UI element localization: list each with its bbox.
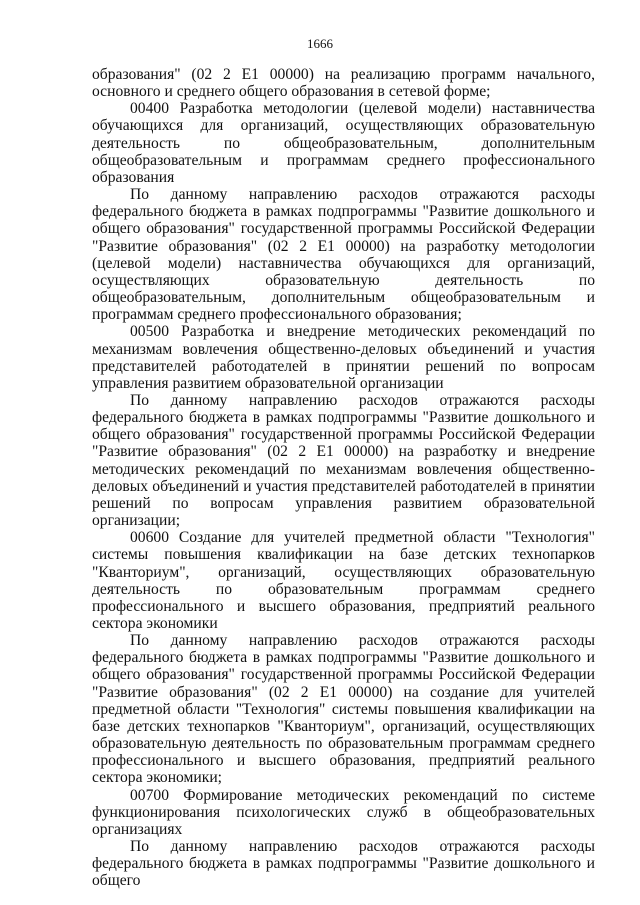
paragraph: По данному направлению расходов отражаются расходы федерального бюджета в рамках подпрограммы "Развитие дошкольного и общего образования" государственной программы Российской Федерации "Развитие образования" (02 2 E1 00000) на разработку и внедрение методических рекомендаций по механизмам вовлечения общественно-деловых объединений и участия представителей работодателей в принятии решений по вопросам управления развитием образовательной организации; xyxy=(92,391,595,530)
paragraph: 00500 Разработка и внедрение методических рекомендаций по механизмам вовлечения общественно-деловых объединений и участия представителей работодателей в принятии решений по вопросам управления развитием образовательной организации xyxy=(92,323,595,392)
paragraph: По данному направлению расходов отражаются расходы федерального бюджета в рамках подпрограммы "Развитие дошкольного и общего xyxy=(92,838,595,890)
document-body xyxy=(92,66,595,890)
paragraph: 00400 Разработка методологии (целевой модели) наставничества обучающихся для организаций, осуществляющих образовательную деятельность по общеобразовательным, дополнительным общеобразовательным и программам среднего профессионального образования xyxy=(92,100,595,186)
paragraph: образования" (02 2 E1 00000) на реализацию программ начального, основного и среднего общего образования в сетевой форме; xyxy=(92,66,595,101)
paragraph: По данному направлению расходов отражаются расходы федерального бюджета в рамках подпрограммы "Развитие дошкольного и общего образования" государственной программы Российской Федерации "Развитие образования" (02 2 E1 00000) на создание для учителей предметной области "Технология" системы повышения квалификации на базе детских технопарков "Кванториум", организаций, осуществляющих образовательную деятельность по образовательным программам среднего профессионального и высшего образования, предприятий реального сектора экономики; xyxy=(92,632,595,787)
paragraph: 00700 Формирование методических рекомендаций по системе функционирования психологических служб в общеобразовательных организациях xyxy=(92,786,595,838)
paragraph: По данному направлению расходов отражаются расходы федерального бюджета в рамках подпрограммы "Развитие дошкольного и общего образования" государственной программы Российской Федерации "Развитие образования" (02 2 E1 00000) на разработку методологии (целевой модели) наставничества обучающихся для организаций, осуществляющих образовательную деятельность по общеобразовательным, дополнительным общеобразовательным и программам среднего профессионального образования; xyxy=(92,186,595,324)
page-number: 1666 xyxy=(307,36,333,51)
paragraph: 00600 Создание для учителей предметной области "Технология" системы повышения квалификации на базе детских технопарков "Кванториум", организаций, осуществляющих образовательную деятельность по образовательным программам среднего профессионального и высшего образования, предприятий реального сектора экономики xyxy=(92,529,595,632)
